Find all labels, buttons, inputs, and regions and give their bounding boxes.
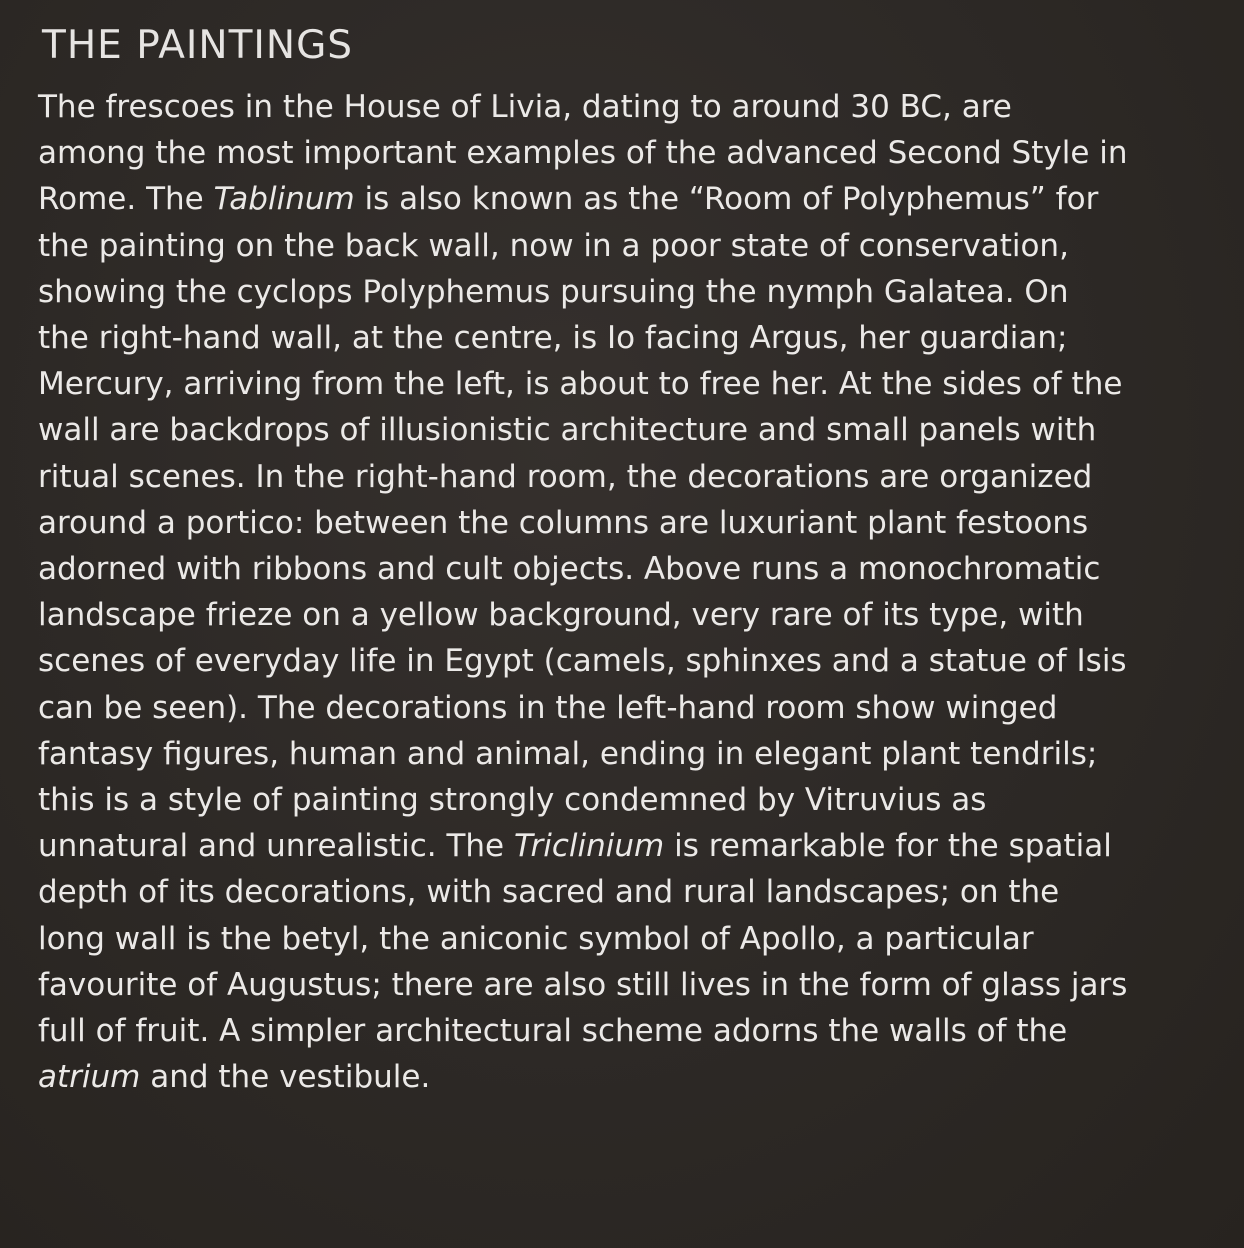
panel-body-text	[38, 84, 1128, 1100]
text-line	[38, 361, 1128, 407]
text-run: this is a style of painting strongly condemned by Vitruvius as	[38, 782, 987, 819]
panel-title: THE PAINTINGS	[42, 23, 354, 68]
text-line	[38, 916, 1128, 962]
text-line	[38, 823, 1128, 869]
text-run: is remarkable for the spatial	[664, 828, 1112, 865]
text-line	[38, 315, 1128, 361]
text-line	[38, 962, 1128, 1008]
italic-term: atrium	[38, 1059, 141, 1096]
text-line	[38, 546, 1128, 592]
text-run: is also known as the “Room of Polyphemus” for	[354, 181, 1099, 218]
text-run: unnatural and unrealistic. The	[38, 828, 514, 865]
text-run: Rome. The	[38, 181, 214, 218]
text-run: scenes of everyday life in Egypt (camels, sphinxes and a statue of Isis	[38, 643, 1127, 680]
text-run: can be seen). The decorations in the left-hand room show winged	[38, 689, 1058, 726]
text-run: The frescoes in the House of Livia, dating to around 30 BC, are	[38, 89, 1012, 125]
text-run: around a portico: between the columns are luxuriant plant festoons	[38, 504, 1089, 541]
text-line	[38, 407, 1128, 453]
text-line	[38, 130, 1128, 176]
text-run: depth of its decorations, with sacred and rural landscapes; on the	[38, 874, 1060, 911]
text-line	[38, 638, 1128, 684]
text-line	[38, 269, 1128, 315]
text-run: landscape frieze on a yellow background, very rare of its type, with	[38, 597, 1084, 634]
text-run: among the most important examples of the advanced Second Style in	[38, 135, 1128, 172]
text-line	[38, 869, 1128, 915]
text-run: showing the cyclops Polyphemus pursuing the nymph Galatea. On	[38, 273, 1069, 310]
text-line	[38, 685, 1128, 731]
text-run: fantasy figures, human and animal, ending in elegant plant tendrils;	[38, 735, 1098, 772]
text-run: ritual scenes. In the right-hand room, the decorations are organized	[38, 458, 1093, 495]
text-line	[38, 1054, 1128, 1100]
text-line	[38, 777, 1128, 823]
text-run: favourite of Augustus; there are also still lives in the form of glass jars	[38, 966, 1128, 1003]
text-line	[38, 84, 1128, 130]
text-run: long wall is the betyl, the aniconic symbol of Apollo, a particular	[38, 920, 1034, 957]
text-line	[38, 454, 1128, 500]
text-run: the painting on the back wall, now in a poor state of conservation,	[38, 227, 1069, 264]
text-run: adorned with ribbons and cult objects. Above runs a monochromatic	[38, 551, 1101, 588]
text-line	[38, 1008, 1128, 1054]
text-line	[38, 223, 1128, 269]
text-line	[38, 592, 1128, 638]
text-run: and the vestibule.	[140, 1059, 431, 1096]
text-line	[38, 731, 1128, 777]
italic-term: Tablinum	[213, 181, 355, 218]
text-run: wall are backdrops of illusionistic architecture and small panels with	[38, 412, 1097, 449]
text-line	[38, 176, 1128, 222]
text-run: Mercury, arriving from the left, is about to free her. At the sides of the	[38, 366, 1123, 403]
italic-term: Triclinium	[513, 828, 665, 865]
text-run: full of fruit. A simpler architectural scheme adorns the walls of the	[38, 1013, 1068, 1050]
text-run: the right-hand wall, at the centre, is Io facing Argus, her guardian;	[38, 320, 1068, 357]
text-line	[38, 500, 1128, 546]
